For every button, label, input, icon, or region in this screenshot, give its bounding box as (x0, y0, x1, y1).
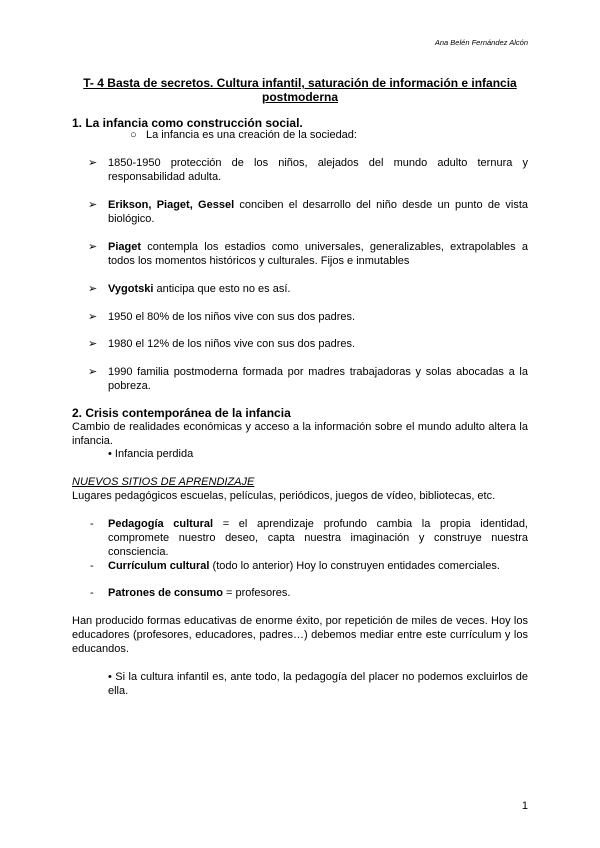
section-2-heading: 2. Crisis contemporánea de la infancia (72, 406, 291, 420)
page-number: 1 (521, 800, 528, 812)
arrow-item-5: 1950 el 80% de los niños vive con sus dos padres. (108, 311, 356, 323)
arrow-item-4: Vygotski anticipa que esto no es así. (108, 283, 291, 295)
dash-bullet-icon: - (90, 560, 94, 572)
arrow-bullet-icon: ➢ (88, 338, 98, 350)
arrow-item-7: 1990 familia postmoderna formada por madres trabajadoras y solas abocadas a la pobreza. (108, 366, 528, 392)
circle-item-text: La infancia es una creación de la sociedad: (146, 129, 357, 141)
document-title: T- 4 Basta de secretos. Cultura infantil, saturación de información e infancia postmoderna (83, 76, 517, 104)
arrow-bullet-icon: ➢ (88, 366, 98, 378)
circle-bullet-icon: ○ (130, 129, 137, 141)
section-1-heading: 1. La infancia como construcción social. (72, 116, 303, 130)
circle-list-item (130, 128, 357, 142)
dash-bullet-icon: - (90, 587, 94, 599)
arrow-bullet-icon: ➢ (88, 241, 98, 253)
dash-item-3: Patrones de consumo = profesores. (108, 587, 291, 599)
final-bullet: • Si la cultura infantil es, ante todo, la pedagogía del placer no podemos excluirlos de ella. (108, 671, 528, 697)
author-header: Ana Belén Fernández Alcón (434, 38, 528, 47)
section-2-paragraph: Cambio de realidades económicas y acceso a la información sobre el mundo adulto altera la infancia. (72, 421, 528, 447)
dash-item-1: Pedagogía cultural = el aprendizaje profundo cambia la propia identidad, compromete nuestro deseo, capta nuestra imaginación y construye nuestra consciencia. (108, 518, 528, 558)
dash-bullet-icon: - (90, 518, 94, 530)
section-3-subheading: NUEVOS SITIOS DE APRENDIZAJE (72, 476, 255, 488)
arrow-bullet-icon: ➢ (88, 199, 98, 211)
section-3-paragraph: Han producido formas educativas de enorme éxito, por repetición de miles de veces. Hoy los educadores (profesores, educadores, padres…) debemos mediar entre este currículum y los educandos. (72, 615, 528, 655)
section-3-intro: Lugares pedagógicos escuelas, películas, periódicos, juegos de vídeo, bibliotecas, etc. (72, 490, 496, 502)
arrow-item-6: 1980 el 12% de los niños vive con sus dos padres. (108, 338, 356, 350)
arrow-bullet-icon: ➢ (88, 157, 98, 169)
arrow-item-1: 1850-1950 protección de los niños, alejados del mundo adulto ternura y responsabilidad adulta. (108, 157, 528, 183)
arrow-item-3: Piaget contempla los estadios como universales, generalizables, extrapolables a todos los momentos históricos y culturales. Fijos e inmutables (108, 241, 528, 267)
arrow-bullet-icon: ➢ (88, 283, 98, 295)
arrow-bullet-icon: ➢ (88, 311, 98, 323)
dash-item-2: Currículum cultural (todo lo anterior) Hoy lo construyen entidades comerciales. (108, 560, 500, 572)
section-2-bullet: • Infancia perdida (108, 448, 194, 460)
arrow-item-2: Erikson, Piaget, Gessel conciben el desarrollo del niño desde un punto de vista biológico. (108, 199, 528, 225)
